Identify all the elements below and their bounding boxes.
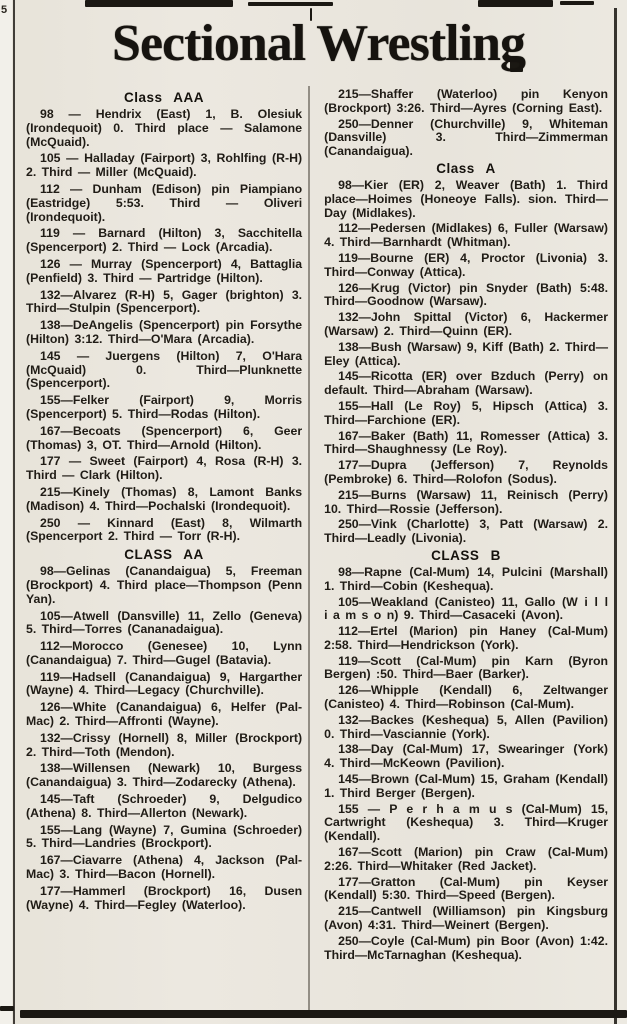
top-rule-segment bbox=[85, 0, 233, 7]
result-entry: 112—Pedersen (Midlakes) 6, Fuller (Warsaw) 4. Third—Barnhardt (Whitman). bbox=[324, 221, 608, 250]
result-entry: 138—DeAngelis (Spencerport) pin Forsythe (Hilton) 3:12. Third—O'Mara (Arcadia). bbox=[26, 318, 303, 346]
result-entry: 250—Coyle (Cal-Mum) pin Boor (Avon) 1:42. Third—McTarnaghan (Keshequa). bbox=[324, 933, 608, 962]
result-entry: 98—Gelinas (Canandaigua) 5, Freeman (Brockport) 4. Third place—Thompson (Penn Yan). bbox=[26, 564, 303, 606]
result-entry: 145 — Juergens (Hilton) 7, O'Hara (McQuaid) 0. Third—Plunknette (Spencerport). bbox=[26, 348, 303, 391]
result-entry: 155 — P e r h a m u s (Cal-Mum) 15, Cartwright (Keshequa) 3. Third—Kruger (Kendall). bbox=[324, 801, 608, 844]
result-entry: 132—Alvarez (R-H) 5, Gager (brighton) 3. Third—Stulpin (Spencerport). bbox=[26, 287, 303, 316]
result-entry: 119—Bourne (ER) 4, Proctor (Livonia) 3. Third—Conway (Attica). bbox=[324, 250, 608, 279]
result-entry: 177—Dupra (Jefferson) 7, Reynolds (Pembroke) 6. Third—Rolofon (Sodus). bbox=[324, 458, 608, 486]
result-entry: 126 — Murray (Spencerport) 4, Battaglia (Penfield) 3. Third — Partridge (Hilton). bbox=[26, 256, 303, 285]
result-entry: 98 — Hendrix (East) 1, B. Olesiuk (Irondequoit) 0. Third place — Salamone (McQuaid). bbox=[26, 107, 303, 149]
result-entry: 145—Ricotta (ER) over Bzduch (Perry) on default. Third—Abraham (Warsaw). bbox=[324, 369, 608, 398]
result-entry: 105 — Halladay (Fairport) 3, Rohlfing (R-H) 2. Third — Miller (McQuaid). bbox=[26, 151, 303, 180]
result-entry: 177—Gratton (Cal-Mum) pin Keyser (Kendall) 5:30. Third—Speed (Bergen). bbox=[324, 874, 608, 903]
result-entry: 138—Bush (Warsaw) 9, Kiff (Bath) 2. Third—Eley (Attica). bbox=[324, 339, 608, 368]
result-entry: 105—Atwell (Dansville) 11, Zello (Geneva) 5. Third—Torres (Cananadaigua). bbox=[26, 608, 303, 637]
result-entry: 167—Ciavarre (Athena) 4, Jackson (Pal-Mac) 3. Third—Bacon (Hornell). bbox=[26, 853, 303, 882]
class-heading: Class A bbox=[436, 160, 496, 176]
result-entry: 132—Backes (Keshequa) 5, Allen (Pavilion) 0. Third—Vasciannie (York). bbox=[324, 712, 608, 741]
bottom-rule bbox=[20, 1010, 627, 1018]
result-entry: 155—Felker (Fairport) 9, Morris (Spencerport) 5. Third—Rodas (Hilton). bbox=[26, 393, 303, 421]
result-entry: 215—Cantwell (Williamson) pin Kingsburg (Avon) 4:31. Third—Weinert (Bergen). bbox=[324, 904, 608, 933]
result-entry: 167—Becoats (Spencerport) 6, Geer (Thomas) 3, OT. Third—Arnold (Hilton). bbox=[26, 423, 303, 452]
left-border-rule bbox=[13, 0, 15, 1024]
result-entry: 167—Scott (Marion) pin Craw (Cal-Mum) 2:26. Third—Whitaker (Red Jacket). bbox=[324, 845, 608, 873]
result-entry: 132—John Spittal (Victor) 6, Hackermer (Warsaw) 2. Third—Quinn (ER). bbox=[324, 310, 608, 338]
results-column-left bbox=[22, 88, 312, 1008]
page-left-margin bbox=[0, 0, 12, 1024]
result-entry: 138—Day (Cal-Mum) 17, Swearinger (York) 4. Third—McKeown (Pavilion). bbox=[324, 742, 608, 771]
result-entry: 119 — Barnard (Hilton) 3, Sacchitella (Spencerport) 2. Third — Lock (Arcadia). bbox=[26, 226, 303, 255]
top-rule-segment bbox=[478, 0, 553, 7]
result-entry: 132—Crissy (Hornell) 8, Miller (Brockport) 2. Third—Toth (Mendon). bbox=[26, 730, 303, 759]
right-border-rule bbox=[614, 8, 617, 1024]
result-entry: 105—Weakland (Canisteo) 11, Gallo (W i l l i a m s o n) 9. Third—Casaceki (Avon). bbox=[324, 594, 608, 623]
headline: Sectional Wrestling bbox=[112, 15, 525, 72]
result-entry: 112 — Dunham (Edison) pin Piampiano (Eastridge) 5:53. Third — Oliveri (Irondequoit). bbox=[26, 181, 303, 224]
result-entry: 138—Willensen (Newark) 10, Burgess (Canandaigua) 3. Third—Zodarecky (Athena). bbox=[26, 761, 303, 790]
result-entry: 215—Burns (Warsaw) 11, Reinisch (Perry) 10. Third—Rossie (Jefferson). bbox=[324, 487, 608, 516]
result-entry: 126—Krug (Victor) pin Snyder (Bath) 5:48. Third—Goodnow (Warsaw). bbox=[324, 280, 608, 309]
class-heading: Class AAA bbox=[124, 90, 205, 105]
result-entry: 250—Vink (Charlotte) 3, Patt (Warsaw) 2. Third—Leadly (Livonia). bbox=[324, 517, 608, 546]
result-entry: 250 — Kinnard (East) 8, Wilmarth (Spencerport 2. Third — Torr (R-H). bbox=[26, 515, 303, 544]
result-entry: 112—Ertel (Marion) pin Haney (Cal-Mum) 2:58. Third—Hendrickson (York). bbox=[324, 624, 608, 652]
result-entry: 250—Denner (Churchville) 9, Whiteman (Dansville) 3. Third—Zimmerman (Canandaigua). bbox=[324, 116, 608, 159]
class-heading: CLASS AA bbox=[124, 547, 204, 563]
result-entry: 119—Hadsell (Canandaigua) 9, Hargarther (Wayne) 4. Third—Legacy (Churchville). bbox=[26, 669, 303, 698]
result-entry: 98—Rapne (Cal-Mum) 14, Pulcini (Marshall) 1. Third—Cobin (Keshequa). bbox=[324, 564, 608, 593]
result-entry: 215—Kinely (Thomas) 8, Lamont Banks (Madison) 4. Third—Pochalski (Irondequoit). bbox=[26, 484, 303, 513]
results-column-right bbox=[312, 88, 612, 1008]
result-entry: 145—Taft (Schroeder) 9, Delgudico (Athena) 8. Third—Allerton (Newark). bbox=[26, 792, 303, 820]
result-entry: 167—Baker (Bath) 11, Romesser (Attica) 3. Third—Shaughnessy (Le Roy). bbox=[324, 428, 608, 457]
result-entry: 215—Shaffer (Waterloo) pin Kenyon (Brockport) 3:26. Third—Ayres (Corning East). bbox=[324, 88, 608, 115]
result-entry: 177 — Sweet (Fairport) 4, Rosa (R-H) 3. Third — Clark (Hilton). bbox=[26, 454, 303, 483]
margin-mark: 5 bbox=[1, 4, 8, 16]
result-entry: 155—Hall (Le Roy) 5, Hipsch (Attica) 3. Third—Farchione (ER). bbox=[324, 398, 608, 427]
column-divider-rule bbox=[308, 86, 310, 1010]
result-entry: 112—Morocco (Genesee) 10, Lynn (Canandaigua) 7. Third—Gugel (Batavia). bbox=[26, 639, 303, 667]
top-rule-segment bbox=[248, 2, 333, 6]
top-rule-segment bbox=[560, 1, 594, 5]
class-heading: CLASS B bbox=[431, 547, 501, 563]
result-entry: 126—White (Canandaigua) 6, Helfer (Pal-Mac) 2. Third—Affronti (Wayne). bbox=[26, 700, 303, 729]
result-entry: 126—Whipple (Kendall) 6, Zeltwanger (Canisteo) 4. Third—Robinson (Cal-Mum). bbox=[324, 683, 608, 712]
result-entry: 119—Scott (Cal-Mum) pin Karn (Byron Bergen) :50. Third—Baer (Barker). bbox=[324, 653, 608, 682]
bottom-rule-segment bbox=[0, 1006, 14, 1011]
results-body bbox=[22, 88, 612, 1008]
result-entry: 98—Kier (ER) 2, Weaver (Bath) 1. Third place—Hoimes (Honeoye Falls). sion. Third—Day (Midlakes). bbox=[324, 177, 608, 220]
result-entry: 155—Lang (Wayne) 7, Gumina (Schroeder) 5. Third—Landries (Brockport). bbox=[26, 822, 303, 851]
result-entry: 145—Brown (Cal-Mum) 15, Graham (Kendall) 1. Third Berger (Bergen). bbox=[324, 772, 608, 800]
result-entry: 177—Hammerl (Brockport) 16, Dusen (Wayne) 4. Third—Fegley (Waterloo). bbox=[26, 883, 303, 912]
